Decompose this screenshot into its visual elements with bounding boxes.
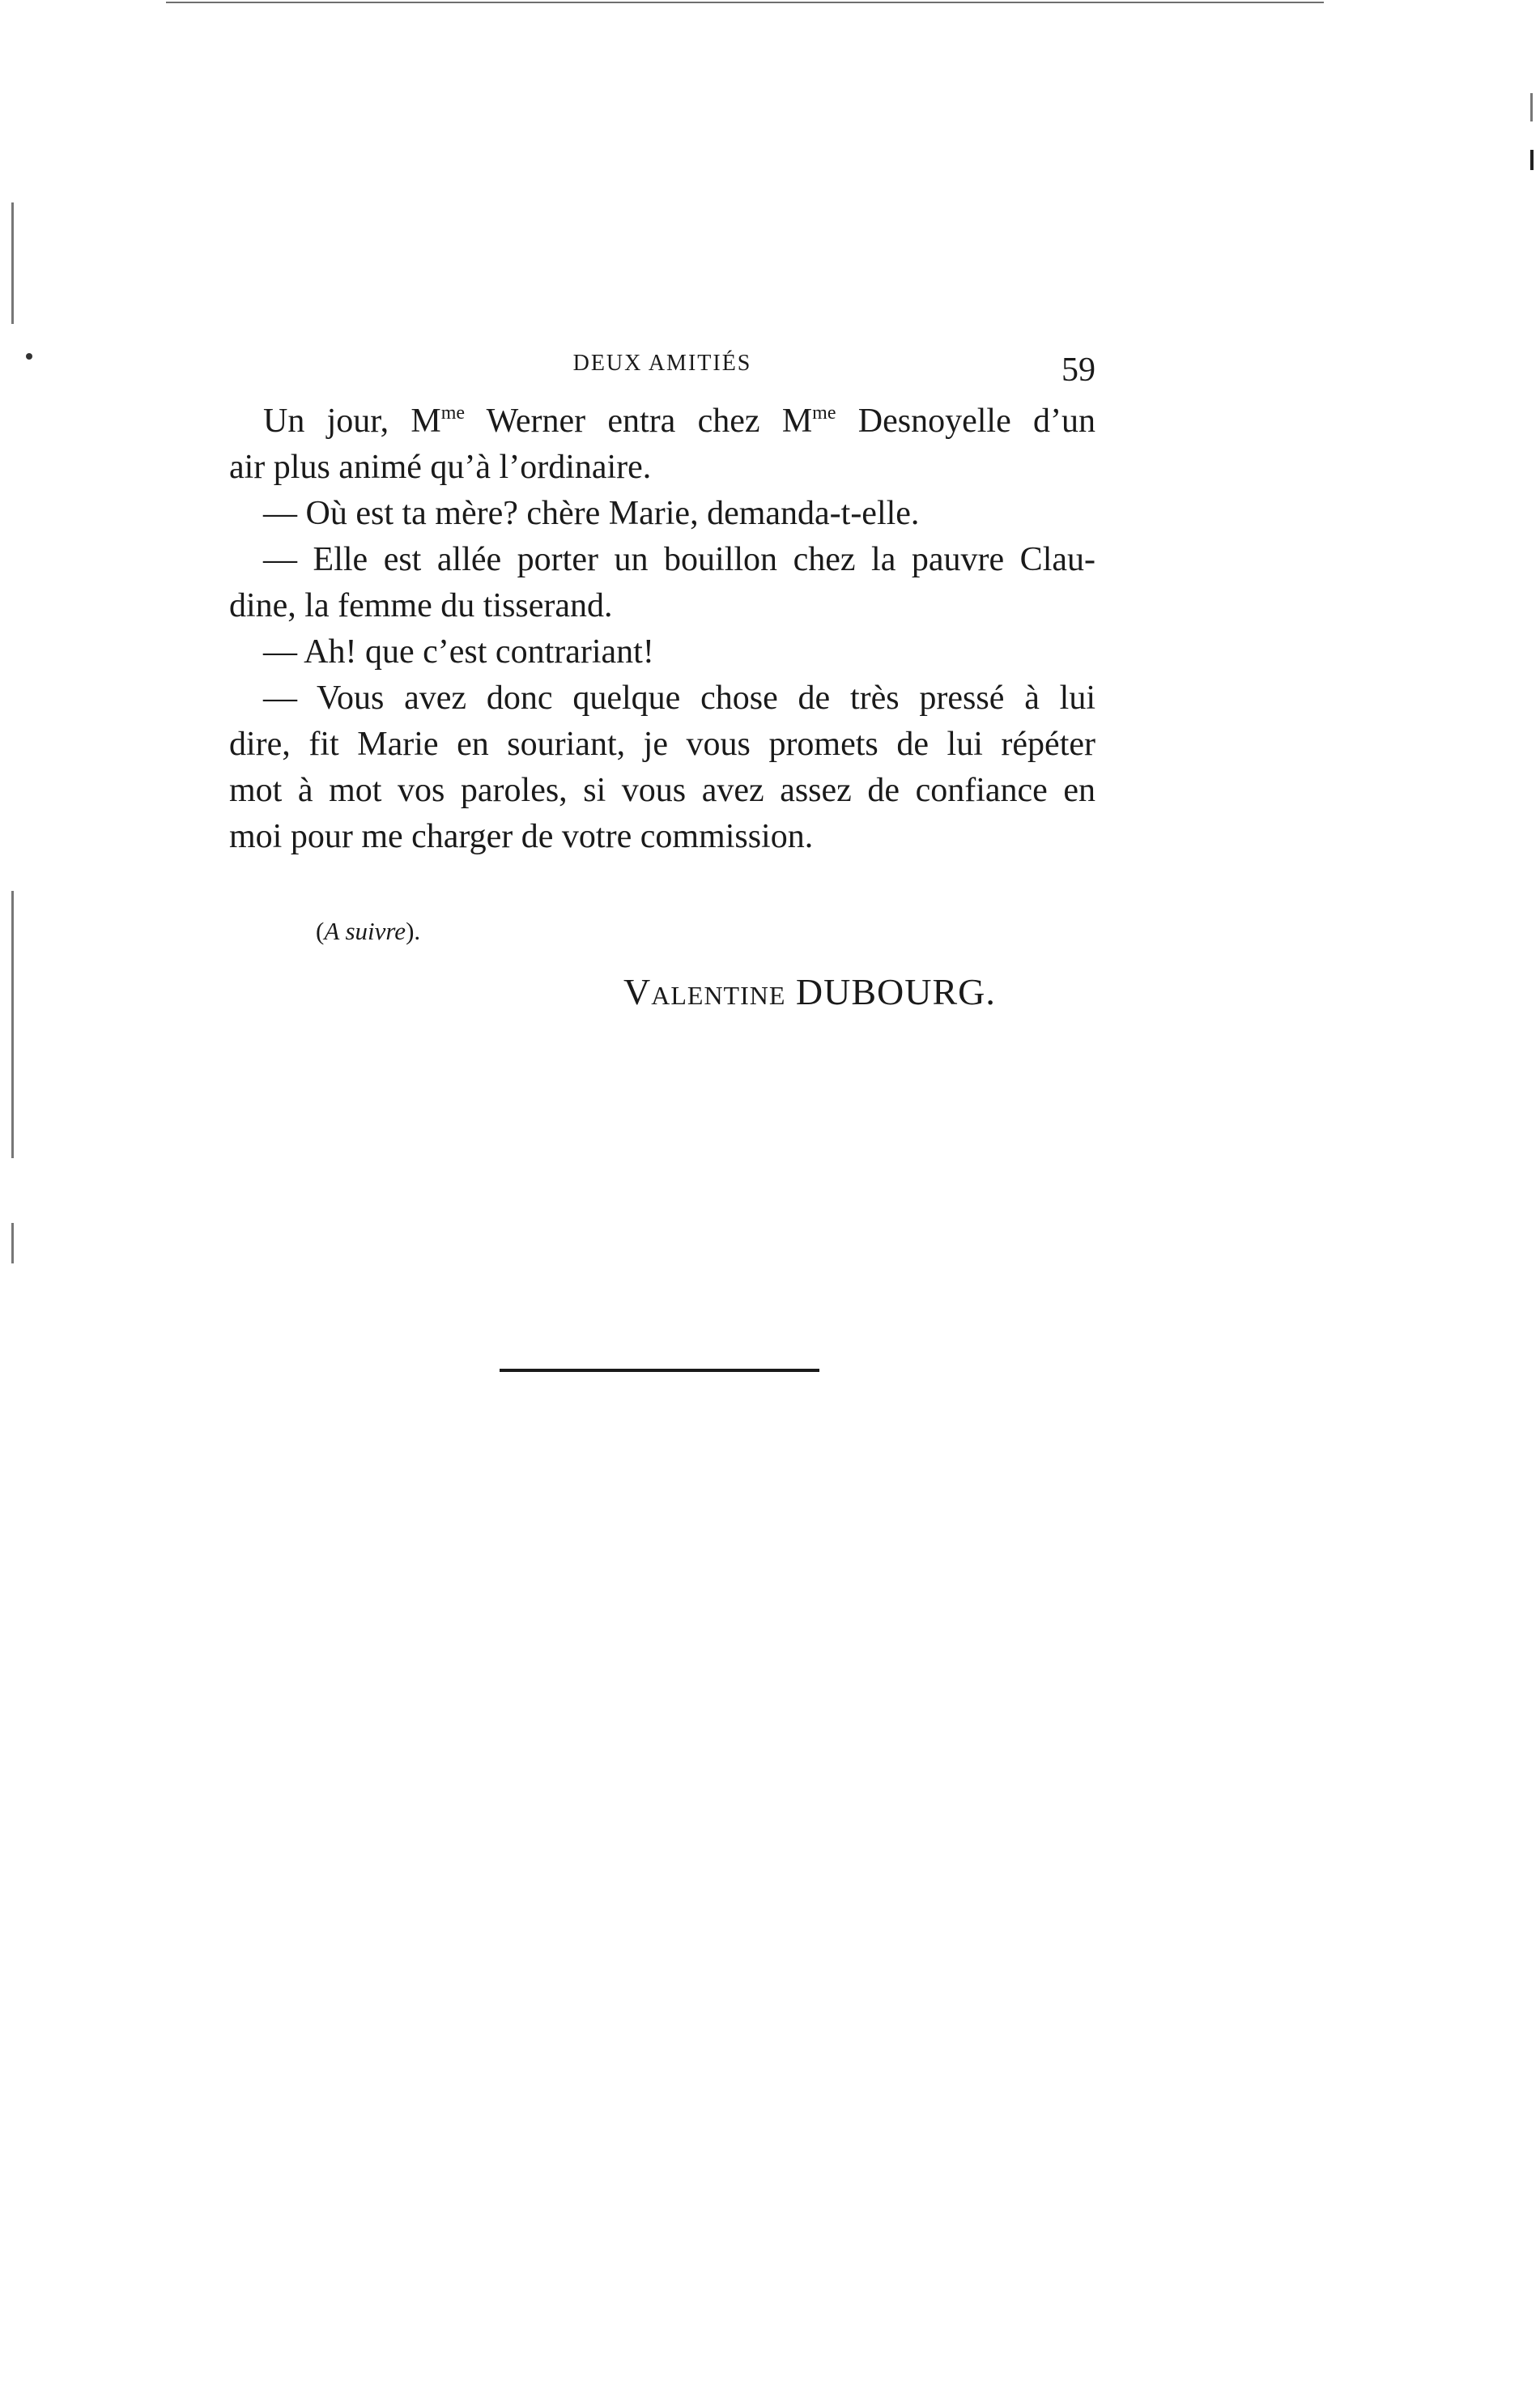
running-head bbox=[229, 344, 1095, 393]
scan-margin-mark bbox=[1530, 93, 1533, 121]
text-line: — Où est ta mère? chère Marie, demanda-t-elle. bbox=[263, 495, 920, 532]
superscript: me bbox=[440, 403, 466, 424]
paragraph bbox=[229, 491, 1095, 537]
text-line: air plus animé qu’à l’ordinaire. bbox=[229, 449, 652, 486]
text-line: Un jour, $M^{me}$ Werner entra chez $M^{me}$ Desnoyelle d’un bbox=[263, 403, 1095, 440]
body-text bbox=[229, 398, 1095, 860]
scan-margin-mark bbox=[1530, 150, 1534, 170]
paragraph bbox=[229, 629, 1095, 675]
text-line: dine, la femme du tisserand. bbox=[229, 587, 613, 624]
end-rule bbox=[500, 1369, 819, 1372]
running-title: DEUX AMITIÉS bbox=[572, 351, 752, 376]
text-line: mot à mot vos paroles, si vous avez assez de confiance en bbox=[229, 772, 1095, 809]
page-number: 59 bbox=[1061, 351, 1095, 389]
text-line: — Ah! que c’est contrariant! bbox=[263, 633, 654, 671]
superscript: me bbox=[812, 403, 836, 424]
signature-first-initial: V bbox=[623, 971, 652, 1012]
author-signature bbox=[623, 970, 996, 1013]
paragraph bbox=[229, 675, 1095, 860]
paragraph bbox=[229, 398, 1095, 491]
signature-last-name: DUBOURG. bbox=[795, 971, 996, 1012]
text-line: moi pour me charger de votre commission. bbox=[229, 818, 814, 855]
scan-margin-mark bbox=[11, 202, 14, 324]
signature-first-rest: ALENTINE bbox=[651, 981, 786, 1010]
scan-margin-mark bbox=[11, 1223, 14, 1263]
text-line: — Elle est allée porter un bouillon chez la pauvre Clau- bbox=[263, 541, 1095, 578]
scan-speck bbox=[26, 353, 32, 360]
text-line: — Vous avez donc quelque chose de très pressé à lui bbox=[263, 680, 1095, 717]
paragraph bbox=[229, 537, 1095, 629]
scan-margin-mark bbox=[11, 891, 14, 1158]
text-line: dire, fit Marie en souriant, je vous promets de lui répéter bbox=[229, 726, 1095, 763]
scan-top-edge-line bbox=[166, 2, 1324, 3]
to-be-continued-note: (A suivre). bbox=[316, 917, 421, 945]
